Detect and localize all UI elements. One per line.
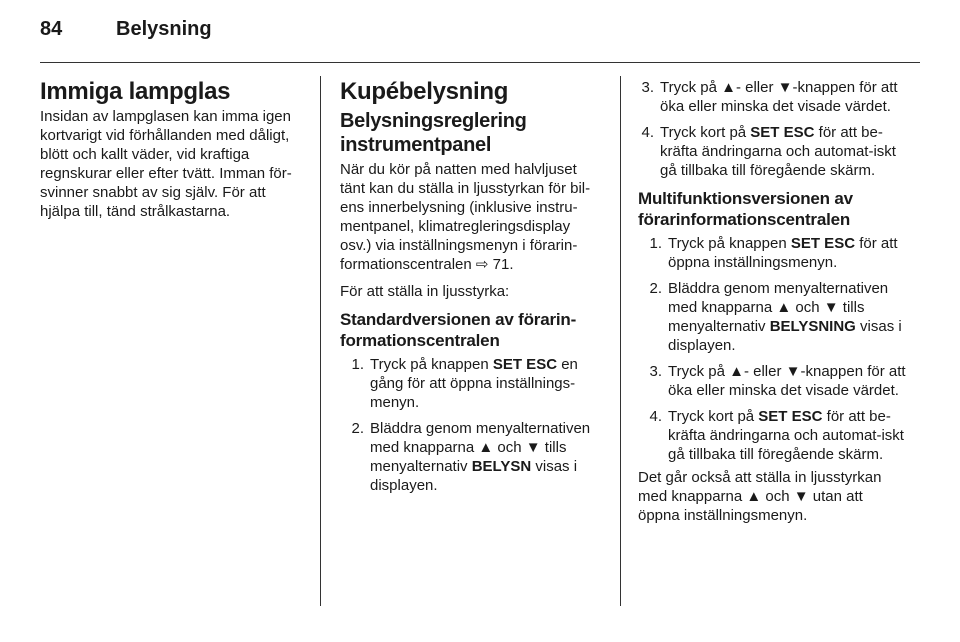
list-item: 4. Tryck kort på SET ESC för att be-kräfta ändringarna och automat-iskt gå tillbaka till föregående skärm. — [649, 408, 904, 463]
lead-text: För att ställa in ljusstyrka: — [340, 283, 510, 300]
arrow-ref-icon: ⇨ — [475, 256, 489, 273]
list-item: 2. Bläddra genom menyalternativen med knapparna ▲ och ▼ tills menyalternativ BELYSN visas i displayen. — [351, 420, 591, 494]
lamp-glass-body: Insidan av lampglasen kan imma igen kortvarigt vid förhållanden med dåligt, blött och kallt väder, vid kraftiga regnskurar eller efter tvätt. Imman för-svinner snabbt av sig själv. För att hjälpa till, tänd strålkastarna. — [40, 108, 292, 220]
multifunction-steps-list — [644, 234, 908, 464]
standard-steps-list-continued — [636, 78, 908, 180]
section-heading-lamp-glass: Immiga lampglas — [40, 78, 231, 105]
page-number: 84 — [40, 18, 63, 40]
column-divider-1 — [320, 76, 321, 606]
intro-paragraph: När du kör på natten med halvljuset tänt kan du ställa in ljusstyrkan för bil-ens innerbelysning (inklusive instru-mentpanel, klimatregleringsdisplay osv.) via inställningsmenyn i förarin-formationscentralen ⇨ 71. — [340, 161, 591, 273]
column-2 — [340, 78, 602, 503]
list-item: 1. Tryck på knappen SET ESC för att öppna inställningsmenyn. — [649, 235, 898, 271]
subheading-instrument-panel: Belysningsreglering instrumentpanel — [340, 110, 527, 156]
standard-steps-list — [346, 355, 602, 495]
list-item: 1. Tryck på knappen SET ESC en gång för att öppna inställnings-menyn. — [351, 356, 578, 411]
page-title: Belysning — [116, 18, 212, 40]
list-item: 3. Tryck på ▲- eller ▼-knappen för att öka eller minska det visade värdet. — [641, 79, 898, 115]
column-3 — [638, 78, 908, 533]
list-item: 3. Tryck på ▲- eller ▼-knappen för att öka eller minska det visade värdet. — [649, 363, 906, 399]
list-item: 2. Bläddra genom menyalternativen med knapparna ▲ och ▼ tills menyalternativ BELYSNING visas i displayen. — [649, 280, 902, 354]
header-divider — [40, 62, 920, 63]
list-item: 4. Tryck kort på SET ESC för att be-kräfta ändringarna och automat-iskt gå tillbaka till föregående skärm. — [641, 124, 896, 179]
column-1 — [40, 78, 308, 229]
subheading-standard-version: Standardversionen av förarin-formationscentralen — [340, 310, 577, 350]
page-reference-link[interactable]: 71. — [492, 256, 514, 273]
section-heading-interior-lighting: Kupébelysning — [340, 78, 509, 105]
closing-paragraph: Det går också att ställa in ljusstyrkan med knapparna ▲ och ▼ utan att öppna inställningsmenyn. — [638, 469, 882, 524]
column-divider-2 — [620, 76, 621, 606]
subheading-multifunction-version: Multifunktionsversionen av förarinformationscentralen — [638, 189, 853, 229]
